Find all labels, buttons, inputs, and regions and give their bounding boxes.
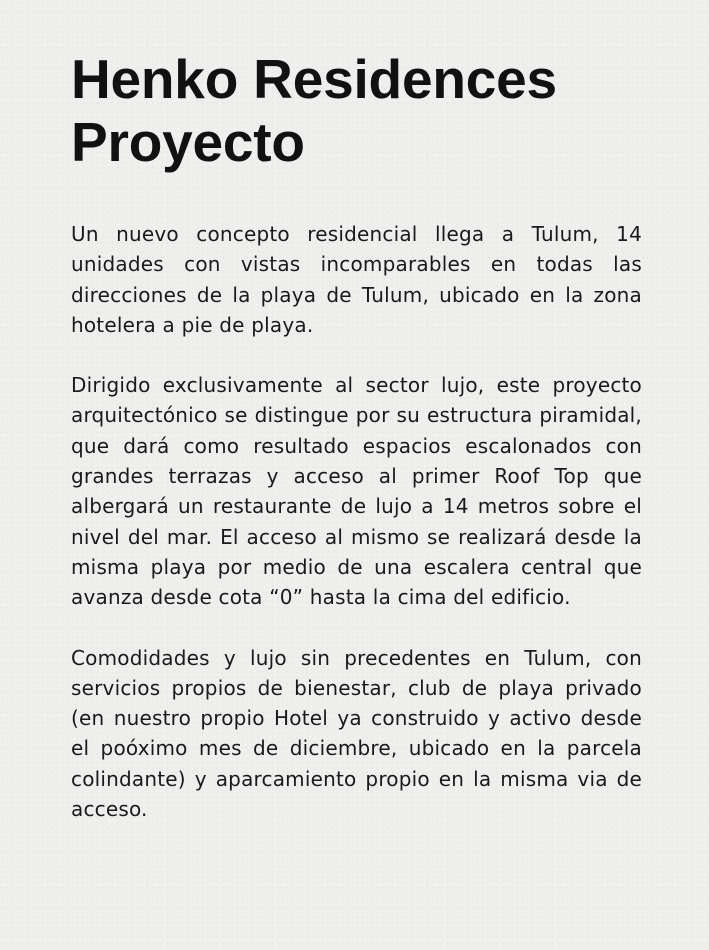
document-body — [71, 219, 642, 824]
title-line-1: Henko Residences — [71, 48, 557, 110]
paragraph-intro: Un nuevo concepto residencial llega a Tulum, 14 unidades con vistas incomparables en todas las direcciones de la playa de Tulum, ubicado en la zona hotelera a pie de playa. — [71, 222, 642, 337]
document-page — [71, 48, 642, 824]
paragraph-architecture: Dirigido exclusivamente al sector lujo, este proyecto arquitectónico se distingue por su estructura piramidal, que dará como resultado espacios escalonados con grandes terrazas y acceso al primer Roof Top que albergará un restaurante de lujo a 14 metros sobre el nivel del mar. El acceso al mismo se realizará desde la misma playa por medio de una escalera central que avanza desde cota “0” hasta la cima del edificio. — [71, 373, 642, 610]
paragraph-amenities: Comodidades y lujo sin precedentes en Tulum, con servicios propios de bienestar, club de playa privado (en nuestro propio Hotel ya construido y activo desde el poóximo mes de diciembre, ubicado en la parcela colindante) y aparcamiento propio en la misma via de acceso. — [71, 645, 642, 822]
page-title — [71, 48, 642, 174]
title-line-2: Proyecto — [71, 111, 305, 173]
